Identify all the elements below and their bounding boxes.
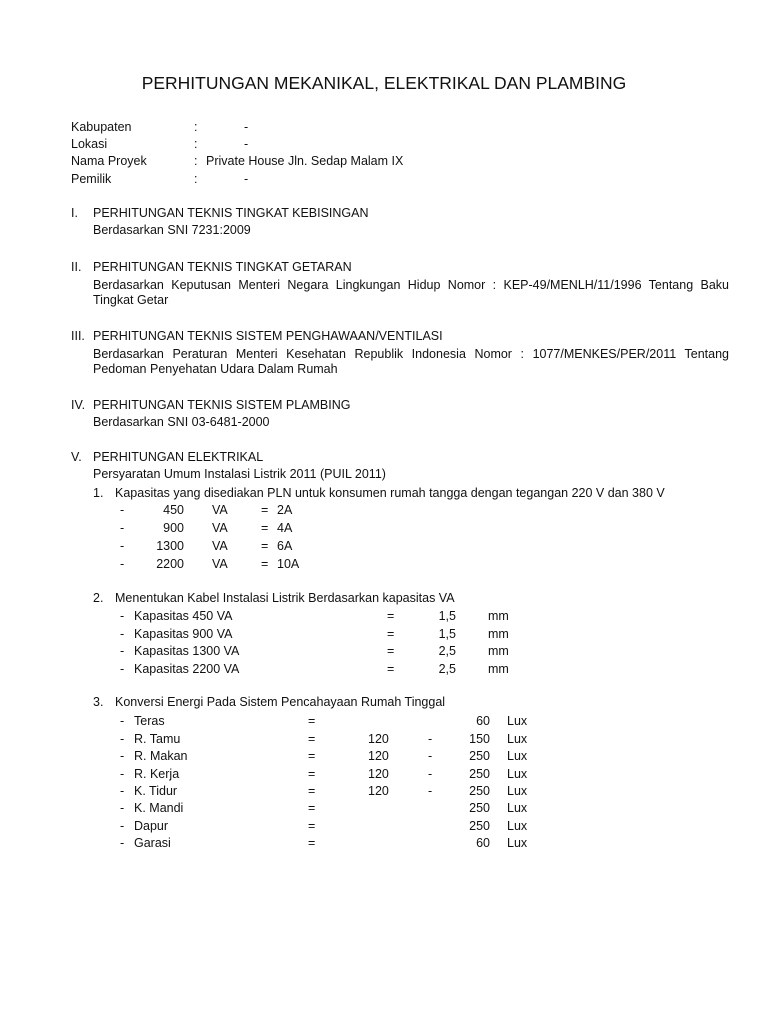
equals-sign: = xyxy=(261,539,269,553)
equals-sign: = xyxy=(387,644,395,658)
range-separator: - xyxy=(428,784,433,798)
equals-sign: = xyxy=(261,503,269,517)
lux-max-value: 250 xyxy=(469,749,490,763)
section-number: II. xyxy=(71,260,82,274)
room-label: Teras xyxy=(134,714,165,728)
ampere-value: 4A xyxy=(277,521,293,535)
equals-sign: = xyxy=(387,609,395,623)
lux-min-value: 120 xyxy=(368,784,389,798)
item-title: Menentukan Kabel Instalasi Listrik Berdasarkan kapasitas VA xyxy=(115,591,455,605)
section-text: Berdasarkan SNI 7231:2009 xyxy=(93,223,251,237)
cable-size-unit: mm xyxy=(488,609,509,623)
equals-sign: = xyxy=(308,819,316,833)
bullet-dash: - xyxy=(120,836,125,850)
bullet-dash: - xyxy=(120,749,125,763)
section-heading: PERHITUNGAN TEKNIS SISTEM PENGHAWAAN/VENTILASI xyxy=(93,329,443,343)
cable-size-value: 1,5 xyxy=(438,627,456,641)
lux-max-value: 250 xyxy=(469,819,490,833)
lux-max-value: 250 xyxy=(469,801,490,815)
cable-capacity-label: Kapasitas 900 VA xyxy=(134,627,233,641)
equals-sign: = xyxy=(387,662,395,676)
equals-sign: = xyxy=(308,749,316,763)
section-number: III. xyxy=(71,329,85,343)
bullet-dash: - xyxy=(120,557,125,571)
info-colon: : xyxy=(194,120,198,134)
info-colon: : xyxy=(194,137,198,151)
section-heading: PERHITUNGAN TEKNIS TINGKAT KEBISINGAN xyxy=(93,206,369,220)
lux-unit: Lux xyxy=(507,784,528,798)
bullet-dash: - xyxy=(120,767,125,781)
lux-min-value: 120 xyxy=(368,732,389,746)
item-title: Kapasitas yang disediakan PLN untuk konsumen rumah tangga dengan tegangan 220 V dan 380 V xyxy=(115,486,665,500)
info-colon: : xyxy=(194,154,198,168)
lux-unit: Lux xyxy=(507,767,528,781)
bullet-dash: - xyxy=(120,732,125,746)
equals-sign: = xyxy=(308,836,316,850)
capacity-value: 900 xyxy=(163,521,184,535)
bullet-dash: - xyxy=(120,609,125,623)
room-label: R. Makan xyxy=(134,749,188,763)
ampere-value: 2A xyxy=(277,503,293,517)
item-number: 2. xyxy=(93,591,104,605)
ampere-value: 10A xyxy=(277,557,300,571)
info-label-kabupaten: Kabupaten xyxy=(71,120,132,134)
range-separator: - xyxy=(428,767,433,781)
ampere-value: 6A xyxy=(277,539,293,553)
bullet-dash: - xyxy=(120,627,125,641)
section-text: Berdasarkan Keputusan Menteri Negara Lingkungan Hidup Nomor : KEP-49/MENLH/11/1996 Tentang Baku Tingkat Getar xyxy=(93,278,729,307)
lux-max-value: 60 xyxy=(476,714,490,728)
lux-unit: Lux xyxy=(507,714,528,728)
bullet-dash: - xyxy=(120,801,125,815)
info-value-pemilik: - xyxy=(244,172,249,186)
room-label: Dapur xyxy=(134,819,169,833)
capacity-value: 450 xyxy=(163,503,184,517)
capacity-unit: VA xyxy=(212,539,228,553)
cable-size-unit: mm xyxy=(488,644,509,658)
item-number: 1. xyxy=(93,486,104,500)
info-label-nama-proyek: Nama Proyek xyxy=(71,154,147,168)
capacity-unit: VA xyxy=(212,503,228,517)
room-label: K. Tidur xyxy=(134,784,178,798)
bullet-dash: - xyxy=(120,521,125,535)
cable-capacity-label: Kapasitas 1300 VA xyxy=(134,644,240,658)
equals-sign: = xyxy=(387,627,395,641)
capacity-value: 2200 xyxy=(156,557,184,571)
cable-size-unit: mm xyxy=(488,662,509,676)
item-number: 3. xyxy=(93,695,104,709)
equals-sign: = xyxy=(308,732,316,746)
equals-sign: = xyxy=(261,557,269,571)
lux-unit: Lux xyxy=(507,801,528,815)
section-number: V. xyxy=(71,450,82,464)
info-label-pemilik: Pemilik xyxy=(71,172,112,186)
cable-capacity-label: Kapasitas 450 VA xyxy=(134,609,233,623)
lux-unit: Lux xyxy=(507,732,528,746)
section-heading: PERHITUNGAN TEKNIS TINGKAT GETARAN xyxy=(93,260,352,274)
section-number: I. xyxy=(71,206,78,220)
capacity-value: 1300 xyxy=(156,539,184,553)
bullet-dash: - xyxy=(120,714,125,728)
info-label-lokasi: Lokasi xyxy=(71,137,108,151)
range-separator: - xyxy=(428,749,433,763)
bullet-dash: - xyxy=(120,503,125,517)
lux-max-value: 150 xyxy=(469,732,490,746)
room-label: R. Tamu xyxy=(134,732,181,746)
bullet-dash: - xyxy=(120,784,125,798)
item-title: Konversi Energi Pada Sistem Pencahayaan Rumah Tinggal xyxy=(115,695,446,709)
capacity-unit: VA xyxy=(212,557,228,571)
section-number: IV. xyxy=(71,398,86,412)
capacity-unit: VA xyxy=(212,521,228,535)
bullet-dash: - xyxy=(120,539,125,553)
bullet-dash: - xyxy=(120,662,125,676)
info-colon: : xyxy=(194,172,198,186)
equals-sign: = xyxy=(308,784,316,798)
section-heading: PERHITUNGAN TEKNIS SISTEM PLAMBING xyxy=(93,398,351,412)
page-title: PERHITUNGAN MEKANIKAL, ELEKTRIKAL DAN PLAMBING xyxy=(141,73,627,93)
range-separator: - xyxy=(428,732,433,746)
lux-max-value: 250 xyxy=(469,784,490,798)
equals-sign: = xyxy=(308,714,316,728)
cable-size-unit: mm xyxy=(488,627,509,641)
equals-sign: = xyxy=(308,767,316,781)
section-heading: PERHITUNGAN ELEKTRIKAL xyxy=(93,450,264,464)
lux-max-value: 60 xyxy=(476,836,490,850)
section-text: Berdasarkan SNI 03-6481-2000 xyxy=(93,415,270,429)
lux-min-value: 120 xyxy=(368,749,389,763)
cable-size-value: 1,5 xyxy=(438,609,456,623)
lux-unit: Lux xyxy=(507,819,528,833)
info-value-kabupaten: - xyxy=(244,120,249,134)
info-value-lokasi: - xyxy=(244,137,249,151)
lux-unit: Lux xyxy=(507,836,528,850)
room-label: Garasi xyxy=(134,836,171,850)
cable-size-value: 2,5 xyxy=(438,644,456,658)
info-value-nama-proyek: Private House Jln. Sedap Malam IX xyxy=(206,154,404,168)
cable-capacity-label: Kapasitas 2200 VA xyxy=(134,662,240,676)
cable-size-value: 2,5 xyxy=(438,662,456,676)
room-label: K. Mandi xyxy=(134,801,184,815)
section-text: Persyaratan Umum Instalasi Listrik 2011 (PUIL 2011) xyxy=(93,467,386,481)
bullet-dash: - xyxy=(120,644,125,658)
section-text: Berdasarkan Peraturan Menteri Kesehatan Republik Indonesia Nomor : 1077/MENKES/PER/2011 Tentang Pedoman Penyehatan Udara Dalam Rumah xyxy=(93,347,729,376)
equals-sign: = xyxy=(261,521,269,535)
equals-sign: = xyxy=(308,801,316,815)
lux-unit: Lux xyxy=(507,749,528,763)
lux-min-value: 120 xyxy=(368,767,389,781)
lux-max-value: 250 xyxy=(469,767,490,781)
bullet-dash: - xyxy=(120,819,125,833)
room-label: R. Kerja xyxy=(134,767,180,781)
